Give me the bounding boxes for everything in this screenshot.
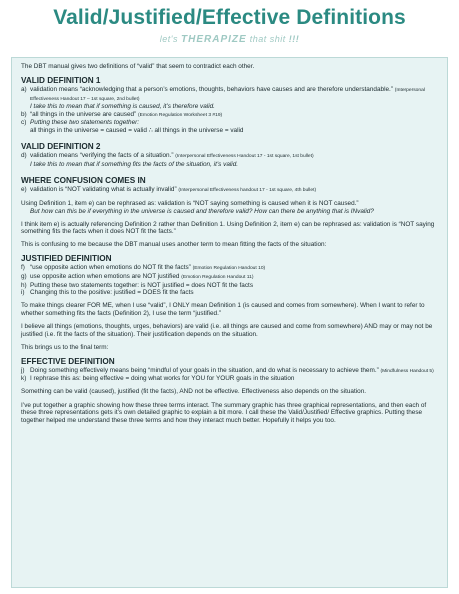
item-d bbox=[21, 152, 438, 161]
item-a bbox=[21, 86, 438, 103]
item-d-note: I take this to mean that if something fits the facts of the situation, it’s valid. bbox=[30, 160, 239, 168]
item-d-ref: (Interpersonal Effectiveness Handout 17 - 1st square, 1st bullet) bbox=[175, 154, 314, 160]
item-j-ref: (Mindfulness Handout 5) bbox=[380, 368, 434, 374]
confusion-heading: WHERE CONFUSION COMES IN bbox=[21, 175, 146, 185]
summary-2-text: I’ve put together a graphic showing how these three terms interact. The summary graphic has three graphical representations, and then each of these three representations gets it’s own detailed graphic to explain a bit more. I call these the Valid/Justified/ Effective graphics. Putting these together helped me understand these three terms and how they interact much better. Hopefully it helps you too. bbox=[21, 401, 427, 424]
item-c-letter: c) bbox=[21, 119, 27, 127]
item-c bbox=[21, 119, 438, 127]
item-c-formula: all things in the universe = caused = valid ∴ all things in the universe = valid bbox=[30, 127, 244, 135]
item-h bbox=[21, 282, 438, 290]
content-card bbox=[11, 57, 448, 588]
tagline-post: that shit bbox=[249, 34, 286, 44]
item-d-text: validation means “verifying the facts of a situation.” bbox=[30, 152, 174, 160]
rephrase-1-question: But how can this be if everything in the universe is caused and therefore valid? How can there be anything that is INvalid? bbox=[30, 207, 374, 215]
page-title: Valid/Justified/Effective Definitions bbox=[53, 6, 406, 29]
item-h-letter: h) bbox=[21, 281, 27, 289]
item-i-text: Changing this to the positive: justified = DOES fit the facts bbox=[30, 289, 194, 297]
final-term-text: This brings us to the final term: bbox=[21, 343, 109, 351]
item-f bbox=[21, 264, 438, 273]
item-f-ref: (Emotion Regulation Handout 10) bbox=[192, 266, 266, 272]
valid-definition-1-heading: VALID DEFINITION 1 bbox=[21, 76, 101, 86]
summary-1-text: Something can be valid (caused), justified (fit the facts), AND not be effective. Effectiveness also depends on the situation. bbox=[21, 388, 367, 396]
item-f-letter: f) bbox=[21, 264, 25, 272]
item-g-letter: g) bbox=[21, 273, 27, 280]
item-g-ref: (Emotion Regulation Handout 11) bbox=[181, 275, 254, 280]
rephrase-1-text: Using Definition 1, item e) can be rephrased as: validation is “NOT saying something is caused when it is NOT caused.” bbox=[21, 199, 359, 207]
confusing-text: This is confusing to me because the DBT manual uses another term to mean fitting the facts of the situation: bbox=[21, 241, 327, 249]
item-b bbox=[21, 111, 438, 120]
valid-definition-2-heading: VALID DEFINITION 2 bbox=[21, 142, 101, 152]
clearer-text: To make things clearer FOR ME, when I use “valid”, I ONLY mean Definition 1 (is caused and comes from somewhere). When I want to refer to whether something fits the facts (Definition 2), I use the term “justified.” bbox=[21, 302, 425, 317]
believe-text: I believe all things (emotions, thoughts, urges, behaviors) are valid (i.e. all things are caused and come from somewhere) AND may or may not be justified (i.e. fit the facts of the situation). Their justification depends on the situation. bbox=[21, 322, 433, 338]
item-k bbox=[21, 375, 438, 383]
item-c-text: Putting these two statements together: bbox=[30, 119, 140, 127]
item-j bbox=[21, 367, 438, 376]
item-i-letter: i) bbox=[21, 289, 25, 297]
item-j-text: Doing something effectively means being “mindful of your goals in the situation, and do what is necessary to achieve them.” bbox=[30, 366, 379, 374]
item-h-text: Putting these two statements together: is NOT justified = does NOT fit the facts bbox=[30, 281, 254, 289]
item-i bbox=[21, 289, 438, 297]
item-g bbox=[21, 273, 438, 282]
tagline-bang: !!! bbox=[288, 34, 300, 44]
effective-definition-heading: EFFECTIVE DEFINITION bbox=[21, 356, 115, 366]
item-b-text: “all things in the universe are caused” bbox=[30, 110, 137, 118]
item-e-text: validation is “NOT validating what is actually invalid” bbox=[30, 185, 177, 193]
tagline-brand: THERAPIZE bbox=[181, 34, 247, 45]
item-a-text: validation means “acknowledging that a person’s emotions, thoughts, behaviors have causes and are therefore understandable.” bbox=[30, 86, 393, 94]
item-a-note: I take this to mean that if something is caused, it’s therefore valid. bbox=[30, 103, 215, 111]
item-b-letter: b) bbox=[21, 110, 27, 118]
tagline-pre: let's bbox=[159, 34, 178, 44]
item-d-letter: d) bbox=[21, 152, 27, 160]
item-e bbox=[21, 186, 438, 195]
tagline bbox=[0, 34, 459, 45]
item-a-ref: (Interpersonal Effectiveness Handout 17 – 1st square, 2nd bullet) bbox=[30, 88, 425, 102]
item-g-text: use opposite action when emotions are NOT justified bbox=[30, 273, 180, 280]
item-j-letter: j) bbox=[21, 366, 25, 374]
item-a-letter: a) bbox=[21, 86, 27, 94]
justified-definition-heading: JUSTIFIED DEFINITION bbox=[21, 254, 112, 264]
rephrase-2-text: I think item e) is actually referencing Definition 2 rather than Definition 1. Using Definition 2, item e) can be rephrased as: validation is “NOT saying something fits the facts when it does NOT fit the facts.” bbox=[21, 220, 435, 236]
item-e-ref: (Interpersonal Effectiveness handout 17 - 1st square, 4th bullet) bbox=[178, 187, 317, 193]
item-e-letter: e) bbox=[21, 185, 27, 193]
item-k-text: I rephrase this as: being effective = doing what works for YOU for YOUR goals in the situation bbox=[30, 375, 295, 383]
item-f-text: “use opposite action when emotions do NOT fit the facts” bbox=[30, 264, 191, 272]
item-k-letter: k) bbox=[21, 375, 27, 383]
item-b-ref: (Emotion Regulation Worksheet 3 #19) bbox=[138, 112, 223, 118]
intro-text: The DBT manual gives two definitions of “valid” that seem to contradict each other. bbox=[21, 63, 255, 70]
